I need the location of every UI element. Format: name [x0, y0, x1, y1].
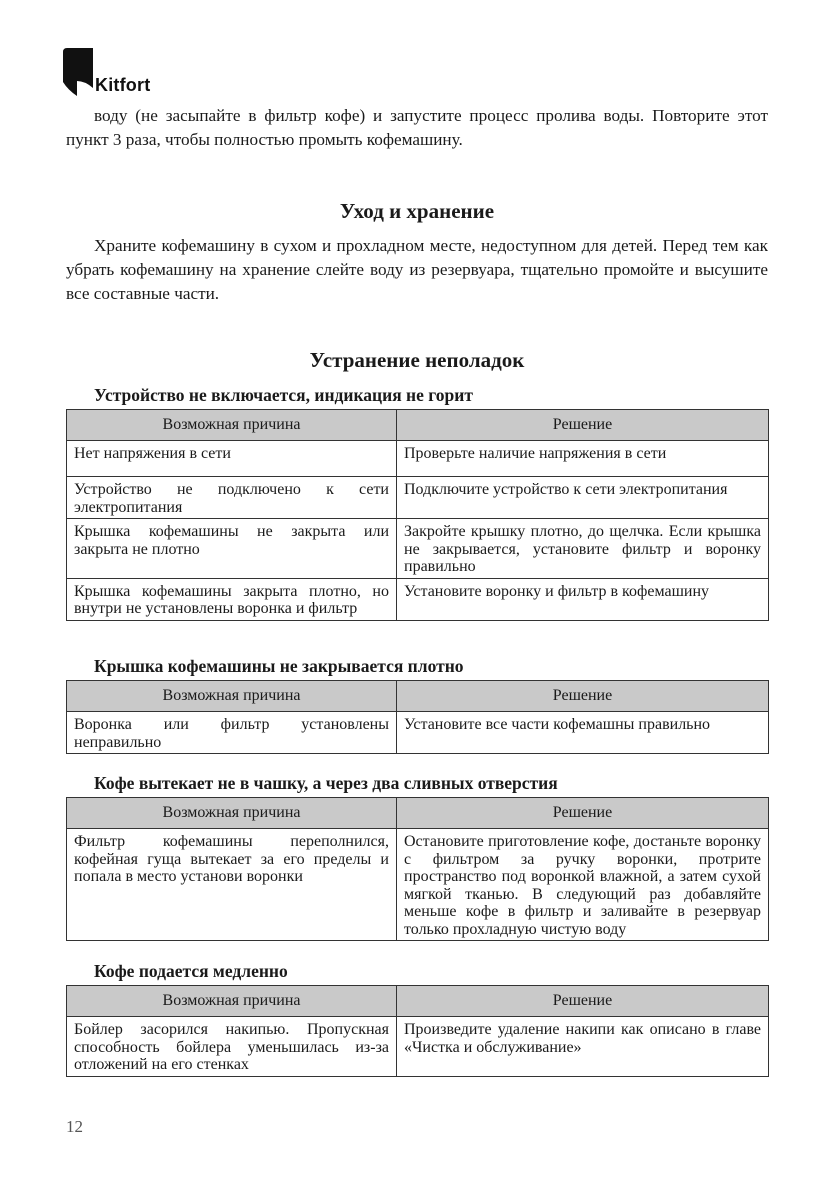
solution-cell: Проверьте наличие напряжения в сети — [397, 441, 769, 477]
care-paragraph: Храните кофемашину в сухом и прохладном месте, недоступном для детей. Перед тем как убрать кофемашину на хранение слейте воду из резервуара, тщательно промойте и высушите все составные части. — [66, 236, 768, 303]
section-heading: Крышка кофемашины не закрывается плотно — [94, 656, 464, 676]
header-solution: Решение — [397, 986, 769, 1017]
troubleshooting-table — [66, 985, 769, 1077]
header-cause: Возможная причина — [67, 410, 397, 441]
solution-cell: Произведите удаление накипи как описано в главе «Чистка и обслуживание» — [397, 1017, 769, 1077]
care-title: Уход и хранение — [339, 199, 495, 223]
table-header-row — [67, 986, 769, 1017]
brand-name: Kitfort — [95, 75, 151, 95]
section-heading: Кофе вытекает не в чашку, а через два сливных отверстия — [94, 773, 558, 793]
cause-cell: Крышка кофемашины закрыта плотно, но внутри не установлены воронка и фильтр — [67, 578, 397, 620]
header-cause: Возможная причина — [67, 986, 397, 1017]
header-solution: Решение — [397, 410, 769, 441]
intro-paragraph: воду (не засыпайте в фильтр кофе) и запустите процесс пролива воды. Повторите этот пункт 3 раза, чтобы полностью промыть кофемашину. — [66, 106, 768, 149]
table-row — [67, 829, 769, 941]
table-row — [67, 1017, 769, 1077]
cause-cell: Крышка кофемашины не закрыта или закрыта не плотно — [67, 519, 397, 579]
solution-cell: Остановите приготовление кофе, достаньте воронку с фильтром за ручку воронки, протрите пространство под воронкой влажной, а затем сухой мягкой тканью. В следующий раз добавляйте меньше кофе в фильтр и заливайте в резервуар только прохладную чистую воду — [397, 829, 769, 941]
table-header-row — [67, 798, 769, 829]
cause-cell: Нет напряжения в сети — [67, 441, 397, 477]
troubleshooting-table — [66, 797, 769, 941]
header-solution: Решение — [397, 798, 769, 829]
table-row — [67, 578, 769, 620]
troubleshooting-table — [66, 680, 769, 754]
table-row — [67, 441, 769, 477]
solution-cell: Закройте крышку плотно, до щелчка. Если крышка не закрывается, установите фильтр и воронку правильно — [397, 519, 769, 579]
troubleshooting-title: Устранение неполадок — [309, 348, 525, 372]
table-header-row — [67, 410, 769, 441]
table-row — [67, 477, 769, 519]
table-row — [67, 712, 769, 754]
solution-cell: Установите все части кофемашны правильно — [397, 712, 769, 754]
cause-cell: Устройство не подключено к сети электропитания — [67, 477, 397, 519]
cause-cell: Воронка или фильтр установлены неправильно — [67, 712, 397, 754]
table-row — [67, 519, 769, 579]
section-heading: Устройство не включается, индикация не горит — [94, 385, 473, 405]
cause-cell: Фильтр кофемашины переполнился, кофейная гуща вытекает за его пределы и попала в место установи воронки — [67, 829, 397, 941]
header-cause: Возможная причина — [67, 681, 397, 712]
solution-cell: Установите воронку и фильтр в кофемашину — [397, 578, 769, 620]
header-solution: Решение — [397, 681, 769, 712]
cause-cell: Бойлер засорился накипью. Пропускная способность бойлера уменьшилась из-за отложений на его стенках — [67, 1017, 397, 1077]
header-cause: Возможная причина — [67, 798, 397, 829]
page-number: 12 — [66, 1117, 83, 1136]
table-header-row — [67, 681, 769, 712]
section-heading: Кофе подается медленно — [94, 961, 288, 981]
kitfort-logo-icon — [63, 48, 93, 96]
troubleshooting-table — [66, 409, 769, 621]
solution-cell: Подключите устройство к сети электропитания — [397, 477, 769, 519]
